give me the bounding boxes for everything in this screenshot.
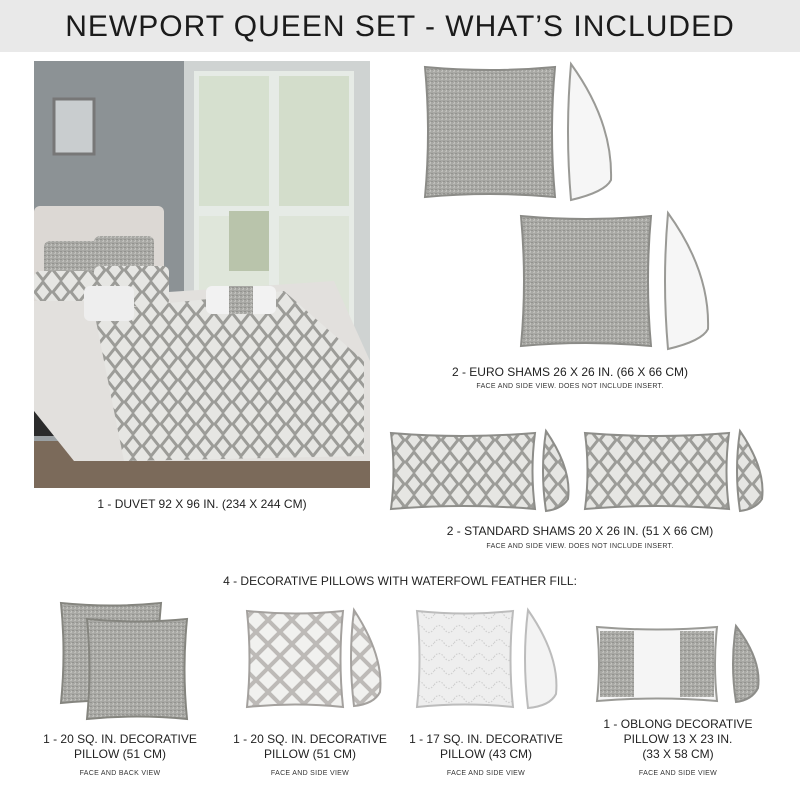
decorative-pillow-4-side bbox=[730, 624, 764, 704]
euro-sham-1-side bbox=[565, 62, 617, 202]
pillow-2-caption-line2: PILLOW (51 CM) bbox=[263, 747, 356, 761]
decorative-pillow-2-side bbox=[348, 608, 386, 708]
duvet-caption: 1 - DUVET 92 X 96 IN. (234 X 244 CM) bbox=[97, 497, 307, 511]
standard-shams-caption: 2 - STANDARD SHAMS 20 X 26 IN. (51 X 66 CM) bbox=[446, 524, 714, 538]
decorative-pillow-1-face bbox=[84, 616, 190, 722]
pillow-1-note: FACE AND BACK VIEW bbox=[79, 770, 161, 777]
pillow-2-caption bbox=[212, 732, 408, 762]
standard-sham-2 bbox=[581, 429, 733, 513]
decorative-pillow-3-face bbox=[414, 608, 516, 710]
euro-shams-note: FACE AND SIDE VIEW. DOES NOT INCLUDE INSERT. bbox=[476, 383, 664, 390]
pillow-1-caption bbox=[22, 732, 218, 762]
pillow-4-note: FACE AND SIDE VIEW bbox=[638, 770, 718, 777]
euro-sham-2-side bbox=[662, 211, 714, 351]
decorative-pillow-3-side bbox=[522, 608, 562, 710]
pillow-2-note: FACE AND SIDE VIEW bbox=[270, 770, 350, 777]
pillow-2-caption-line1: 1 - 20 SQ. IN. DECORATIVE bbox=[233, 732, 387, 746]
pillow-1-caption-line1: 1 - 20 SQ. IN. DECORATIVE bbox=[43, 732, 197, 746]
standard-shams-note: FACE AND SIDE VIEW. DOES NOT INCLUDE INSERT. bbox=[486, 543, 674, 550]
pillow-4-caption-line3: (33 X 58 CM) bbox=[642, 747, 714, 761]
decorative-pillow-4-face bbox=[594, 624, 720, 704]
decorative-pillow-2-face bbox=[244, 608, 346, 710]
pillow-4-caption-line2: PILLOW 13 X 23 IN. bbox=[623, 732, 733, 746]
euro-sham-2 bbox=[517, 212, 655, 350]
euro-shams-caption: 2 - EURO SHAMS 26 X 26 IN. (66 X 66 CM) bbox=[451, 365, 689, 379]
duvet-bedroom-photo bbox=[34, 61, 370, 488]
page-title: NEWPORT QUEEN SET - WHAT’S INCLUDED bbox=[65, 10, 735, 43]
euro-sham-1 bbox=[421, 63, 559, 201]
standard-sham-1-side bbox=[540, 429, 574, 513]
decorative-pillows-heading: 4 - DECORATIVE PILLOWS WITH WATERFOWL FEATHER FILL: bbox=[223, 574, 577, 588]
pillow-3-caption-line2: PILLOW (43 CM) bbox=[439, 747, 532, 761]
pillow-4-caption-line1: 1 - OBLONG DECORATIVE bbox=[603, 717, 753, 731]
pillow-3-note: FACE AND SIDE VIEW bbox=[446, 770, 526, 777]
header-bar bbox=[0, 0, 800, 52]
pillow-4-caption bbox=[580, 717, 776, 762]
standard-sham-2-side bbox=[734, 429, 768, 513]
pillow-3-caption bbox=[388, 732, 584, 762]
pillow-3-caption-line1: 1 - 17 SQ. IN. DECORATIVE bbox=[409, 732, 563, 746]
standard-sham-1 bbox=[387, 429, 539, 513]
pillow-1-caption-line2: PILLOW (51 CM) bbox=[73, 747, 166, 761]
